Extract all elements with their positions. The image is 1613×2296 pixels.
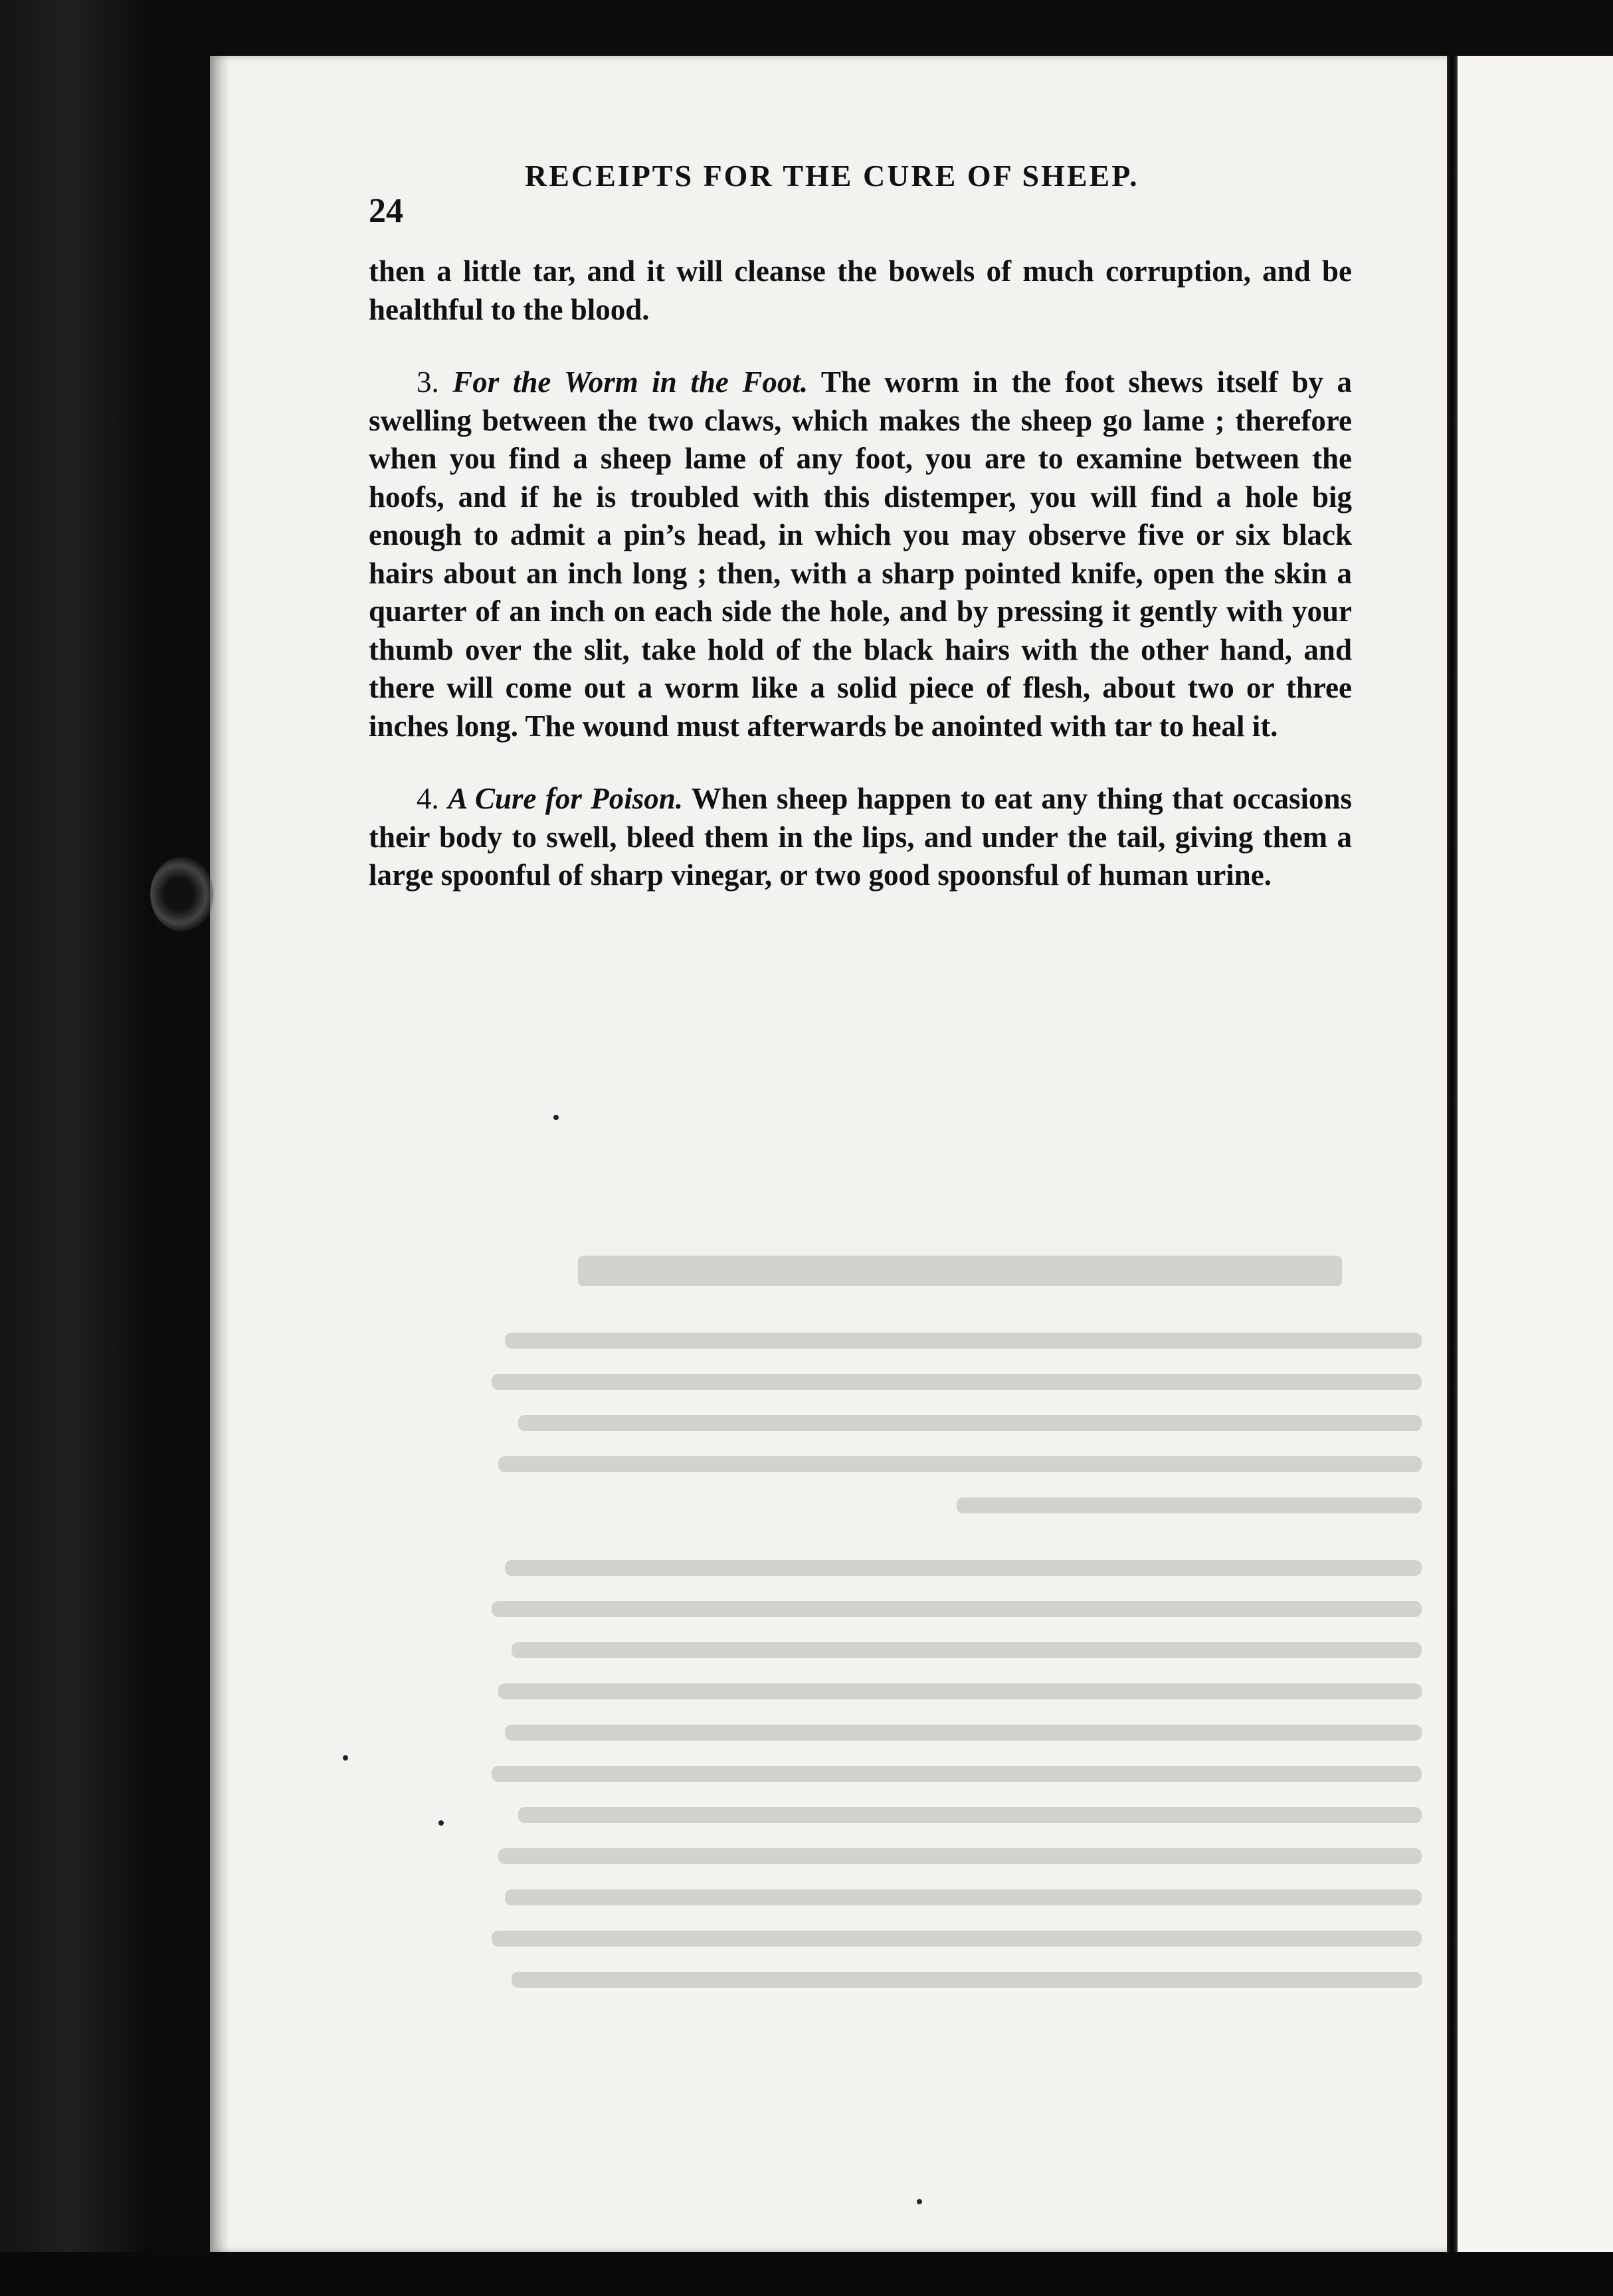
- section-text: The worm in the foot shews itself by a swelling between the two claws, which makes the sheep go lame ; therefore when you find a sheep lame of any foot, you are to examine between the hoofs, and if he is troubled with this distemper, you will find a hole big enough to admit a pin’s head, in which you may observe five or six black hairs about an inch long ; then, with a sharp pointed knife, open the skin a quarter of an inch on each side the hole, and by pressing it gently with your thumb over the slit, take hold of the black hairs with the other hand, and there will come out a worm like a solid piece of flesh, about two or three inches long. The wound must afterwards be anointed with tar to heal it.: [369, 365, 1353, 743]
- facing-page-edge: [1458, 56, 1613, 2252]
- scan-margin-bottom: [0, 2252, 1613, 2296]
- page-edge-shadow: [210, 56, 230, 2252]
- speck: [343, 1755, 348, 1761]
- section-heading: A Cure for Poison.: [448, 782, 684, 815]
- running-head: RECEIPTS FOR THE CURE OF SHEEP.: [525, 159, 1139, 193]
- section-heading: For the Worm in the Foot.: [452, 365, 808, 399]
- section-text: When sheep happen to eat any thing that occasions their body to swell, bleed them in the lips, and under the tail, giving them a large spoonful of sharp vinegar, or two good spoonsful of human urine.: [369, 782, 1353, 892]
- speck: [438, 1820, 444, 1826]
- body-text: [369, 252, 1352, 895]
- scan-margin-left: [0, 0, 153, 2296]
- show-through-text: [425, 1236, 1422, 2232]
- section-paragraph: [369, 780, 1352, 895]
- ink-blot: [150, 857, 214, 931]
- continuation-paragraph: then a little tar, and it will cleanse the bowels of much corruption, and be healthful to the blood.: [369, 254, 1352, 326]
- speck: [917, 2199, 922, 2204]
- section-paragraph: [369, 363, 1352, 745]
- section-number: 3.: [417, 365, 439, 399]
- speck: [553, 1115, 559, 1120]
- section-number: 4.: [417, 782, 439, 815]
- page-number: 24: [369, 192, 403, 230]
- page-fold: [1447, 56, 1458, 2252]
